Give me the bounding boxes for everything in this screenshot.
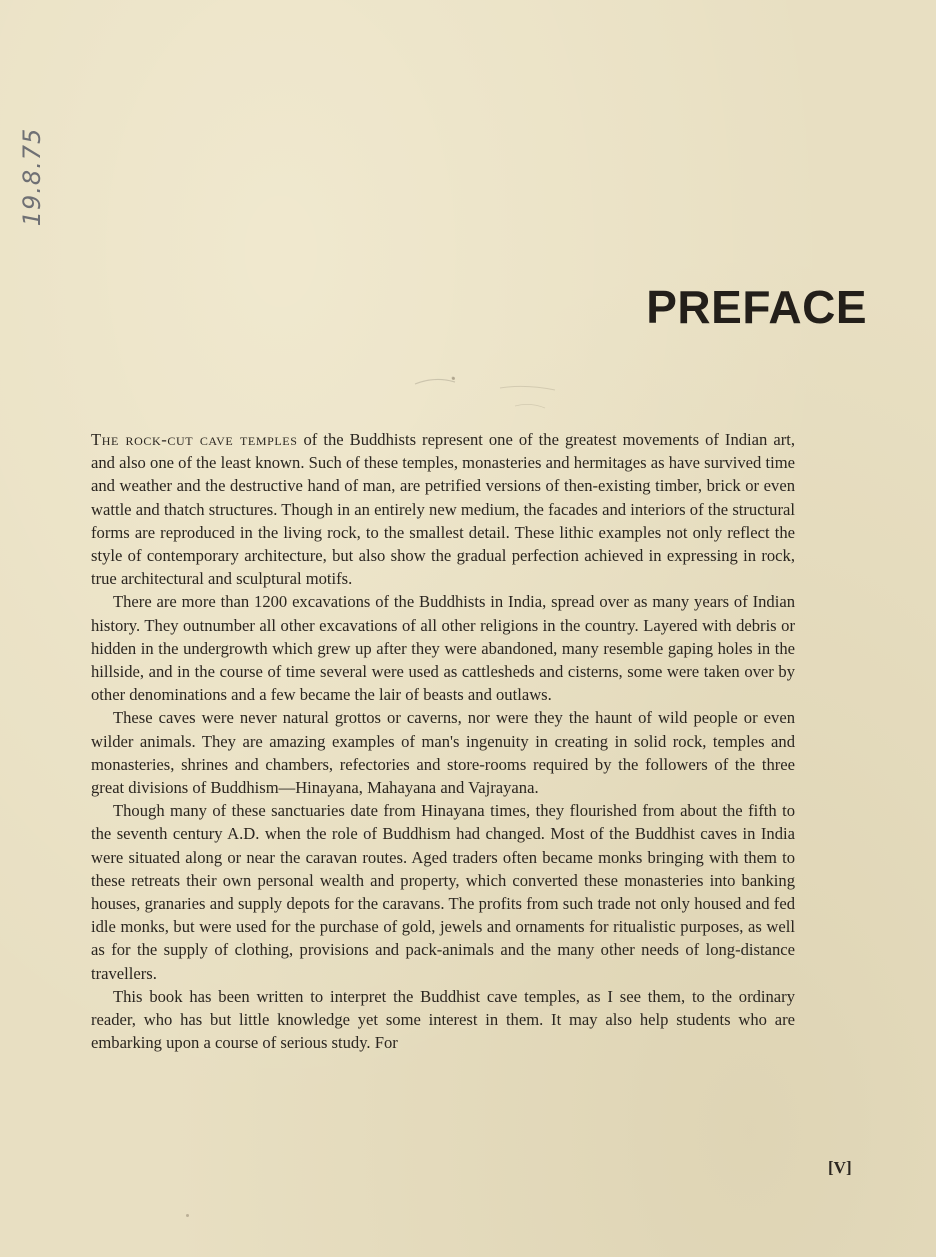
paper-speck <box>452 377 455 380</box>
paragraph-2: There are more than 1200 excavations of the Buddhists in India, spread over as many years of Indian history. They outnumber all other excavations of all other religions in the country. Layered with debris or hidden in the undergrowth which grew up after they were abandoned, many resemble gaping holes in the hillside, and in the course of time several were used as cattlesheds and cisterns, some were taken over by other denominations and a few became the lair of beasts and outlaws. <box>91 592 795 705</box>
paragraph-1 <box>91 428 795 590</box>
paragraph-lead: The rock-cut cave temples <box>91 430 298 449</box>
paper-speck <box>186 1214 189 1217</box>
smudge-mark <box>405 366 585 416</box>
paragraph-text: of the Buddhists represent one of the greatest movements of Indian art, and also one of the least known. Such of these temples, monasteries and hermitages as have survived time and weather and the destructive hand of man, are petrified versions of then-existing timber, brick or even wattle and thatch structures. Though in an entirely new medium, the facades and interiors of the structural forms are reproduced in the living rock, to the smallest detail. These lithic examples not only reflect the style of contemporary architecture, but also show the gradual perfection achieved in expressing in rock, true architectural and sculptural motifs. <box>91 430 795 589</box>
handwritten-margin-note: 19.8.75 <box>18 127 46 227</box>
preface-body <box>91 428 795 1054</box>
paragraph-5: This book has been written to interpret the Buddhist cave temples, as I see them, to the ordinary reader, who has but little knowledge yet some interest in them. It may also help students who are embarking upon a course of serious study. For <box>91 986 795 1053</box>
paragraph-3: These caves were never natural grottos or caverns, nor were they the haunt of wild people or even wilder animals. They are amazing examples of man's ingenuity in creating in solid rock, temples and monasteries, shrines and chambers, refectories and store-rooms required by the followers of the three great divisions of Buddhism—Hinayana, Mahayana and Vajrayana. <box>91 708 795 798</box>
page-number: [V] <box>828 1158 852 1177</box>
page-title: PREFACE <box>646 281 867 333</box>
paragraph-4: Though many of these sanctuaries date from Hinayana times, they flourished from about the fifth to the seventh century A.D. when the role of Buddhism had changed. Most of the Buddhist caves in India were situated along or near the caravan routes. Aged traders often became monks bringing with them to these retreats their own personal wealth and property, which converted these monasteries into banking houses, granaries and supply depots for the caravans. The profits from such trade not only housed and fed idle monks, but were used for the purchase of gold, jewels and ornaments for ritualistic purposes, as well as for the supply of clothing, provisions and pack-animals and the many other needs of long-distance travellers. <box>91 801 795 983</box>
